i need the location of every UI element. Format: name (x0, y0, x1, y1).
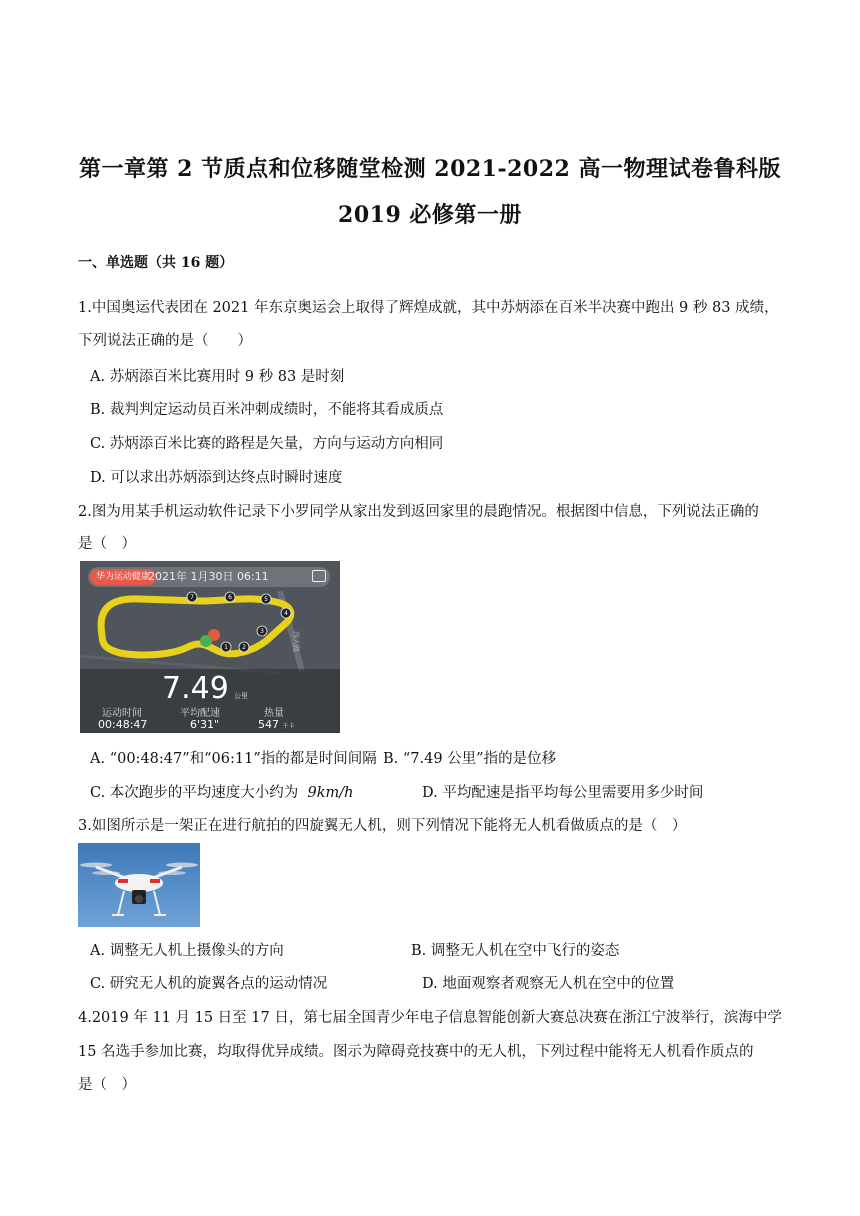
q4-stem: 4.2019 年 11 月 15 日至 17 日，第七届全国青少年电子信息智能创新大赛总决赛在浙江宁波举行，滨海中学 (78, 1010, 782, 1026)
end-marker (200, 635, 212, 647)
q2-option-d: D. 平均配速是指平均每公里需要用多少时间 (422, 785, 704, 801)
route-marker-label: 2 (242, 644, 246, 651)
page-title-line2: 2019 必修第一册 (338, 202, 522, 228)
q1-option-a: A. 苏炳添百米比赛用时 9 秒 83 是时刻 (90, 369, 345, 385)
drone-photo (78, 843, 200, 927)
stat-label-time: 运动时间 (102, 708, 142, 719)
q3-stem: 3.如图所示是一架正在进行航拍的四旋翼无人机，则下列情况下能将无人机看做质点的是（ ） (78, 818, 687, 834)
route-marker-label: 1 (224, 644, 228, 651)
q3-option-a: A. 调整无人机上摄像头的方向 (90, 943, 284, 959)
route-marker-label: 3 (260, 628, 264, 635)
q3-option-d: D. 地面观察者观察无人机在空中的位置 (422, 976, 675, 992)
route-marker-label: 7 (190, 594, 194, 601)
q4-stem-cont2: 是（ ） (78, 1077, 136, 1093)
q2-stem-cont: 是（ ） (78, 536, 136, 552)
stat-label-pace: 平均配速 (180, 708, 220, 719)
route-marker-label: 6 (228, 594, 232, 601)
run-date: 2021年 1月30日 06:11 (148, 570, 269, 583)
app-brand-badge: 华为运动健康 (90, 569, 156, 585)
q1-option-b: B. 裁判判定运动员百米冲刺成绩时，不能将其看成质点 (90, 402, 444, 418)
running-app-screenshot (80, 561, 340, 733)
run-distance: 7.49 (162, 671, 229, 706)
q2-option-c-math: 9km/h (307, 785, 354, 801)
q4-stem-cont: 15 名选手参加比赛，均取得优异成绩。图示为障碍竞技赛中的无人机，下列过程中能将无人机看作质点的 (78, 1044, 754, 1060)
page-title: 第一章第 2 节质点和位移随堂检测 2021-2022 高一物理试卷鲁科版 (78, 156, 782, 182)
q2-option-a: A. “00:48:47”和“06:11”指的都是时间间隔 (90, 751, 377, 767)
q1-option-d: D. 可以求出苏炳添到达终点时瞬时速度 (90, 470, 343, 486)
q1-stem: 1.中国奥运代表团在 2021 年东京奥运会上取得了辉煌成就，其中苏炳添在百米半决赛中跑出 9 秒 83 成绩， (78, 300, 779, 316)
q1-stem-cont: 下列说法正确的是（ ） (78, 333, 252, 349)
q2-stem: 2.图为用某手机运动软件记录下小罗同学从家出发到返回家里的晨跑情况。根据图中信息，下列说法正确的 (78, 504, 759, 520)
stat-value-calorie: 547 千卡 (258, 718, 295, 731)
q3-option-b: B. 调整无人机在空中飞行的姿态 (411, 943, 620, 959)
stat-value-time: 00:48:47 (98, 718, 148, 731)
q2-option-c: C. 本次跑步的平均速度大小约为 9km/h (90, 785, 354, 801)
section-heading: 一、单选题（共 16 题） (78, 255, 234, 271)
q1-option-c: C. 苏炳添百米比赛的路程是矢量，方向与运动方向相同 (90, 436, 444, 452)
share-icon (312, 570, 326, 582)
run-distance-unit: 公里 (234, 692, 248, 700)
route-marker-label: 4 (284, 610, 288, 617)
road-label: 西大路 (292, 631, 300, 652)
stat-label-calorie: 热量 (264, 708, 284, 719)
q2-option-b: B. “7.49 公里”指的是位移 (383, 751, 557, 767)
stat-value-pace: 6'31" (190, 718, 220, 731)
route-marker-label: 5 (264, 596, 268, 603)
drone-illustration (78, 843, 200, 927)
q3-option-c: C. 研究无人机的旋翼各点的运动情况 (90, 976, 328, 992)
